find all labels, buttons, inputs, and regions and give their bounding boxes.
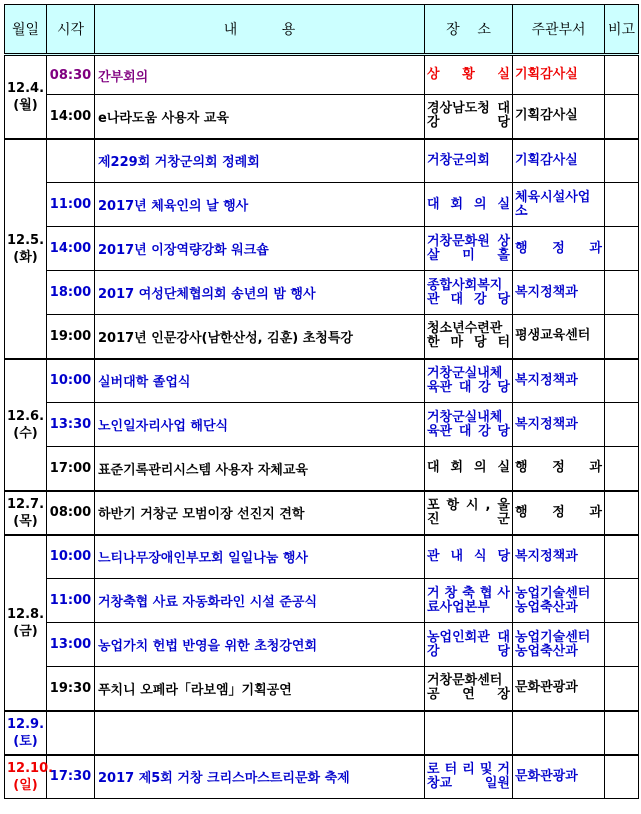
content-cell: 하반기 거창군 모범이장 선진지 견학 (95, 491, 425, 535)
table-row (5, 227, 639, 271)
content-cell: 간부회의 (95, 55, 425, 95)
remark-cell (605, 579, 639, 623)
remark-cell (605, 491, 639, 535)
table-row (5, 315, 639, 359)
dept-cell: 복지정책과 (513, 271, 605, 315)
place-cell: 대 회 의 실 (425, 183, 513, 227)
dept-cell: 기획감사실 (513, 95, 605, 139)
table-row (5, 139, 639, 183)
date-label: 12.9. (7, 716, 45, 732)
date-cell (5, 491, 47, 535)
dept-cell: 문화관광과 (513, 755, 605, 799)
header-dept: 주관부서 (513, 5, 605, 55)
content-cell: 2017 여성단체협의회 송년의 밤 행사 (95, 271, 425, 315)
weekday-label: (월) (13, 97, 38, 113)
time-cell: 14:00 (47, 227, 95, 271)
time-cell: 18:00 (47, 271, 95, 315)
weekday-label: (수) (13, 425, 38, 441)
time-cell: 11:00 (47, 579, 95, 623)
date-label: 12.5. (7, 232, 45, 248)
remark-cell (605, 271, 639, 315)
weekday-label: (일) (13, 777, 38, 793)
content-cell: 제229회 거창군의회 정례회 (95, 139, 425, 183)
content-cell: 거창축협 사료 자동화라인 시설 준공식 (95, 579, 425, 623)
time-cell (47, 139, 95, 183)
remark-cell (605, 139, 639, 183)
table-row (5, 491, 639, 535)
content-cell: 2017년 이장역량강화 워크숍 (95, 227, 425, 271)
time-cell (47, 711, 95, 755)
remark-cell (605, 403, 639, 447)
content-cell: 농업가치 헌법 반영을 위한 초청강연회 (95, 623, 425, 667)
place-cell (425, 711, 513, 755)
content-cell: 2017년 인문강사(남한산성, 김훈) 초청특강 (95, 315, 425, 359)
place-cell: 거창군실내체육관 대 강 당 (425, 359, 513, 403)
dept-cell: 행 정 과 (513, 447, 605, 491)
remark-cell (605, 183, 639, 227)
place-cell: 청소년수련관 한 마 당 터 (425, 315, 513, 359)
table-row (5, 183, 639, 227)
dept-cell: 기획감사실 (513, 139, 605, 183)
table-row (5, 447, 639, 491)
table-row (5, 755, 639, 799)
remark-cell (605, 315, 639, 359)
header-row (5, 5, 639, 55)
schedule-sheet (4, 4, 639, 799)
table-row (5, 667, 639, 711)
remark-cell (605, 755, 639, 799)
place-cell: 농업인회관 대 강 당 (425, 623, 513, 667)
place-cell: 대 회 의 실 (425, 447, 513, 491)
place-cell: 포 항 시 , 울 진 군 (425, 491, 513, 535)
table-row (5, 55, 639, 95)
table-row (5, 271, 639, 315)
header-place: 장 소 (425, 5, 513, 55)
weekday-label: (화) (13, 249, 38, 265)
place-cell: 경상남도청 대 강 당 (425, 95, 513, 139)
remark-cell (605, 447, 639, 491)
weekday-label: (금) (13, 623, 38, 639)
content-cell: 2017년 체육인의 날 행사 (95, 183, 425, 227)
place-cell: 종합사회복지관 대 강 당 (425, 271, 513, 315)
date-cell (5, 139, 47, 359)
dept-cell: 복지정책과 (513, 535, 605, 579)
content-cell: 실버대학 졸업식 (95, 359, 425, 403)
header-date: 월일 (5, 5, 47, 55)
remark-cell (605, 535, 639, 579)
time-cell: 14:00 (47, 95, 95, 139)
header-content: 내 용 (95, 5, 425, 55)
header-remark: 비고 (605, 5, 639, 55)
dept-cell: 체육시설사업소 (513, 183, 605, 227)
content-cell: 푸치니 오페라「라보엠」기획공연 (95, 667, 425, 711)
dept-cell (513, 711, 605, 755)
place-cell: 거창문화센터 공 연 장 (425, 667, 513, 711)
dept-cell: 기획감사실 (513, 55, 605, 95)
place-cell: 상 황 실 (425, 55, 513, 95)
content-cell: 2017 제5회 거창 크리스마스트리문화 축제 (95, 755, 425, 799)
date-cell (5, 711, 47, 755)
place-cell: 거창군의회 (425, 139, 513, 183)
remark-cell (605, 711, 639, 755)
date-label: 12.6. (7, 408, 45, 424)
dept-cell: 복지정책과 (513, 403, 605, 447)
time-cell: 08:00 (47, 491, 95, 535)
content-cell: 노인일자리사업 해단식 (95, 403, 425, 447)
dept-cell: 복지정책과 (513, 359, 605, 403)
time-cell: 17:00 (47, 447, 95, 491)
table-row (5, 403, 639, 447)
weekday-label: (토) (13, 733, 38, 749)
date-label: 12.7. (7, 496, 45, 512)
time-cell: 19:00 (47, 315, 95, 359)
place-cell: 관 내 식 당 (425, 535, 513, 579)
place-cell: 거 창 축 협 사료사업본부 (425, 579, 513, 623)
content-cell: 느티나무장애인부모회 일일나눔 행사 (95, 535, 425, 579)
time-cell: 13:00 (47, 623, 95, 667)
table-row (5, 579, 639, 623)
content-cell (95, 711, 425, 755)
date-label: 12.10. (7, 760, 54, 776)
dept-cell: 행 정 과 (513, 491, 605, 535)
place-cell: 거창문화원 상 살 미 홀 (425, 227, 513, 271)
date-cell (5, 359, 47, 491)
dept-cell: 농업기술센터 농업축산과 (513, 579, 605, 623)
dept-cell: 문화관광과 (513, 667, 605, 711)
remark-cell (605, 227, 639, 271)
place-cell: 거창군실내체육관 대 강 당 (425, 403, 513, 447)
remark-cell (605, 667, 639, 711)
time-cell: 19:30 (47, 667, 95, 711)
remark-cell (605, 95, 639, 139)
date-cell (5, 55, 47, 139)
time-cell: 10:00 (47, 359, 95, 403)
remark-cell (605, 359, 639, 403)
weekday-label: (목) (13, 513, 38, 529)
content-cell: e나라도움 사용자 교육 (95, 95, 425, 139)
dept-cell: 행 정 과 (513, 227, 605, 271)
dept-cell: 농업기술센터 농업축산과 (513, 623, 605, 667)
table-row (5, 95, 639, 139)
time-cell: 13:30 (47, 403, 95, 447)
time-cell: 17:30 (47, 755, 95, 799)
content-cell: 표준기록관리시스템 사용자 자체교육 (95, 447, 425, 491)
date-label: 12.4. (7, 80, 45, 96)
time-cell: 11:00 (47, 183, 95, 227)
header-time: 시각 (47, 5, 95, 55)
time-cell: 10:00 (47, 535, 95, 579)
dept-cell: 평생교육센터 (513, 315, 605, 359)
table-row (5, 623, 639, 667)
date-cell (5, 535, 47, 711)
weekly-schedule-table (4, 4, 639, 799)
table-row (5, 535, 639, 579)
remark-cell (605, 623, 639, 667)
time-cell: 08:30 (47, 55, 95, 95)
table-row (5, 711, 639, 755)
date-cell (5, 755, 54, 799)
place-cell: 로 터 리 및 거창교 일원 (425, 755, 513, 799)
table-row (5, 359, 639, 403)
remark-cell (605, 55, 639, 95)
date-label: 12.8. (7, 606, 45, 622)
